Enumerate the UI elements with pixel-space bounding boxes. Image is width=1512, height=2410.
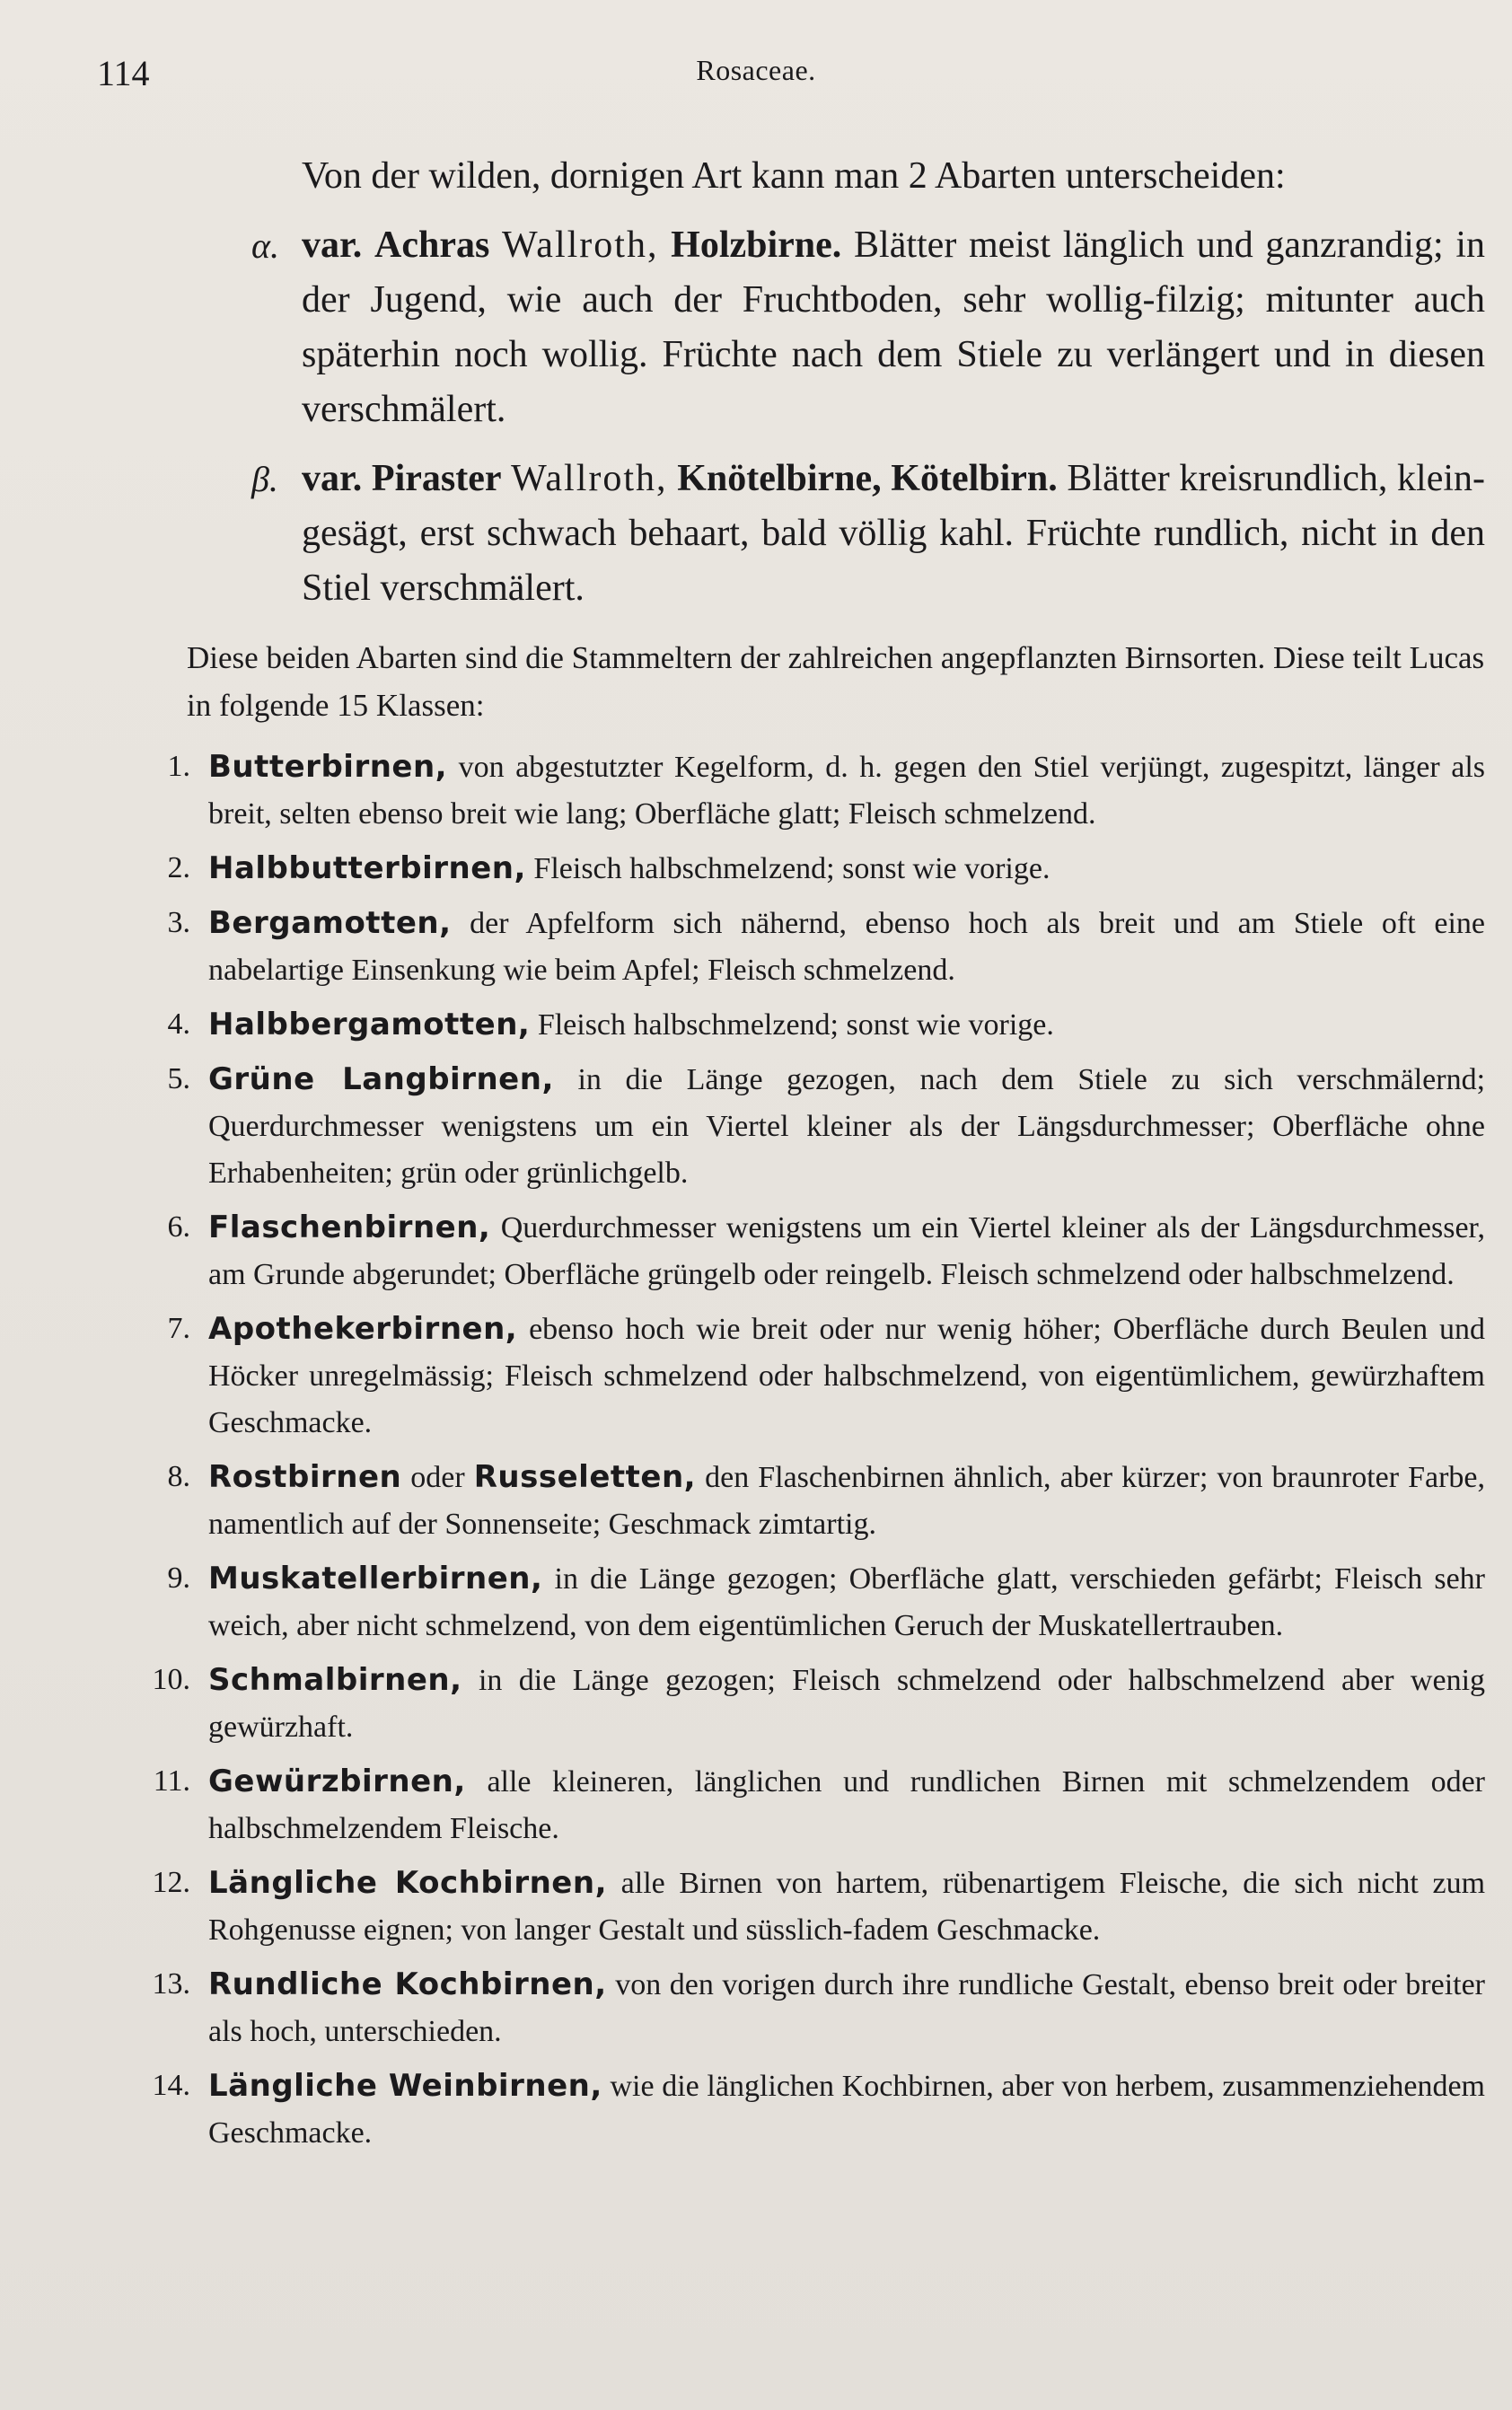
variety-author: Wallroth, [502,224,659,266]
class-name: Bergamotten, [208,905,452,941]
class-name: Schmalbirnen, [208,1662,462,1698]
item-number: 11. [153,1764,190,1798]
class-description: in die Länge gezogen; Fleisch schmelzend oder halbschmelzend aber wenig gewürzhaft. [208,1664,1486,1744]
variety-label: var. [302,458,363,499]
list-item [133,743,1485,838]
variety-description: Blätter meist länglich und ganzrandig; in der Jugend, wie auch der Fruchtboden, sehr wollig-filzig; mitunter auch späterhin noch wollig. Früchte nach dem Stiele zu verlängert und in diesen verschmälert. [302,224,1486,430]
item-number: 9. [167,1561,190,1595]
variety-name: Piraster [371,458,502,499]
class-description: wie die länglichen Kochbirnen, aber von herbem, zusammenziehendem Geschmacke. [208,2070,1486,2150]
class-name: Gewürzbirnen, [208,1764,466,1799]
class-description: Fleisch halbschmelzend; sonst wie vorige. [533,852,1050,885]
variety-common-name: Holzbirne. [671,224,842,266]
item-number: 4. [167,1007,190,1041]
class-description: alle kleineren, länglichen und rundlichen Birnen mit schmelzendem oder halbschmelzendem Fleische. [208,1765,1486,1845]
class-name: Grüne Langbirnen, [208,1061,554,1097]
item-number: 10. [152,1663,190,1696]
item-number: 6. [167,1210,190,1244]
running-head [97,52,1415,97]
list-item [133,2063,1485,2157]
intro-text: Diese beiden Abarten sind die Stammeltern der zahlreichen angepflanzten Birnsorten. Diese teilt Lucas in folgende 15 Klassen: [187,640,1485,723]
class-name: Muskatellerbirnen, [208,1561,543,1596]
variety-letter: α. [251,225,279,266]
list-item [133,1961,1485,2055]
item-number: 3. [167,906,190,939]
list-item [133,1454,1485,1548]
item-number: 12. [152,1866,190,1899]
variety-common-name: Knötelbirne, Kötelbirn. [677,458,1058,499]
class-name: Längliche Weinbirnen, [208,2068,602,2104]
lead-text: Von der wilden, dornigen Art kann man 2 Abarten unterscheiden: [302,155,1286,197]
class-description: von den vorigen durch ihre rundliche Gestalt, ebenso breit oder breiter als hoch, unterschieden. [208,1968,1486,2048]
class-name: Rundliche Kochbirnen, [208,1966,607,2002]
variety-piraster [251,452,1486,622]
list-item [133,845,1485,893]
item-number: 13. [152,1967,190,2001]
variety-author: Wallroth, [511,458,668,499]
class-description: Fleisch halbschmelzend; sonst wie vorige. [537,1008,1054,1042]
intro-paragraph [104,634,1485,729]
running-title: Rosaceae. [696,54,816,86]
class-name-alternate: Russeletten, [473,1459,697,1495]
variety-description: Blätter kreisrundlich, klein-gesägt, erst schwach behaart, bald völlig kahl. Früchte rundlich, nicht in den Stiel verschmälert. [302,458,1486,609]
class-description: Querdurchmesser wenigstens um ein Viertel kleiner als der Längsdurchmesser, am Grunde abgerundet; Oberfläche grüngelb oder reingelb. Fleisch schmelzend oder halbschmelzend. [208,1211,1486,1291]
list-item [133,1306,1485,1447]
variety-name: Achras [374,224,490,266]
list-item [133,1001,1485,1049]
item-number: 7. [167,1312,190,1345]
list-item [133,1758,1485,1852]
list-item [133,900,1485,994]
class-name: Rostbirnen [208,1459,402,1495]
item-number: 8. [167,1460,190,1493]
class-description: alle Birnen von hartem, rübenartigem Fleische, die sich nicht zum Rohgenusse eignen; von langer Gestalt und süsslich-fadem Geschmacke. [208,1867,1486,1947]
variety-letter: β. [251,459,278,499]
class-description: in die Länge gezogen, nach dem Stiele zu sich verschmälernd; Querdurchmesser wenigstens um ein Viertel kleiner als der Längsdurchmesser; Oberfläche ohne Erhabenheiten; grün oder grünlichgelb. [208,1063,1486,1190]
variety-label: var. [302,224,363,266]
list-item [133,1056,1485,1197]
class-name: Halbbutterbirnen, [208,850,526,886]
class-description: den Flaschenbirnen ähnlich, aber kürzer; von braunroter Farbe, namentlich auf der Sonnenseite; Geschmack zimtartig. [208,1461,1485,1541]
class-name: Apothekerbirnen, [208,1311,518,1347]
class-name: Butterbirnen, [208,749,448,785]
list-item [133,1555,1485,1649]
item-number: 5. [167,1062,190,1095]
class-connector: oder [410,1461,465,1494]
item-number: 2. [167,851,190,884]
class-name: Längliche Kochbirnen, [208,1865,607,1901]
page-number: 114 [97,53,150,93]
class-description: in die Länge gezogen; Oberfläche glatt, verschieden gefärbt; Fleisch sehr weich, aber nicht schmelzend, von dem eigentümlichen Geruch der Muskatellertrauben. [208,1562,1486,1642]
class-name: Halbbergamotten, [208,1007,531,1042]
class-description: der Apfelform sich nähernd, ebenso hoch als breit und am Stiele oft eine nabelartige Einsenkung wie beim Apfel; Fleisch schmelzend. [208,907,1485,987]
variety-achras [251,218,1486,443]
list-item [133,1204,1485,1298]
item-number: 14. [152,2069,190,2102]
item-number: 1. [167,750,190,783]
pear-class-list [133,743,1485,2164]
class-name: Flaschenbirnen, [208,1209,491,1245]
lead-paragraph [302,148,1485,204]
class-description: ebenso hoch wie breit oder nur wenig höher; Oberfläche durch Beulen und Höcker unregelmässig; Fleisch schmelzend oder halbschmelzend, von eigentümlichem, gewürzhaftem Geschmacke. [208,1313,1486,1439]
list-item [133,1860,1485,1954]
class-description: von abgestutzter Kegelform, d. h. gegen den Stiel verjüngt, zugespitzt, länger als breit, selten ebenso breit wie lang; Oberfläche glatt; Fleisch schmelzend. [208,751,1485,831]
list-item [133,1657,1485,1751]
